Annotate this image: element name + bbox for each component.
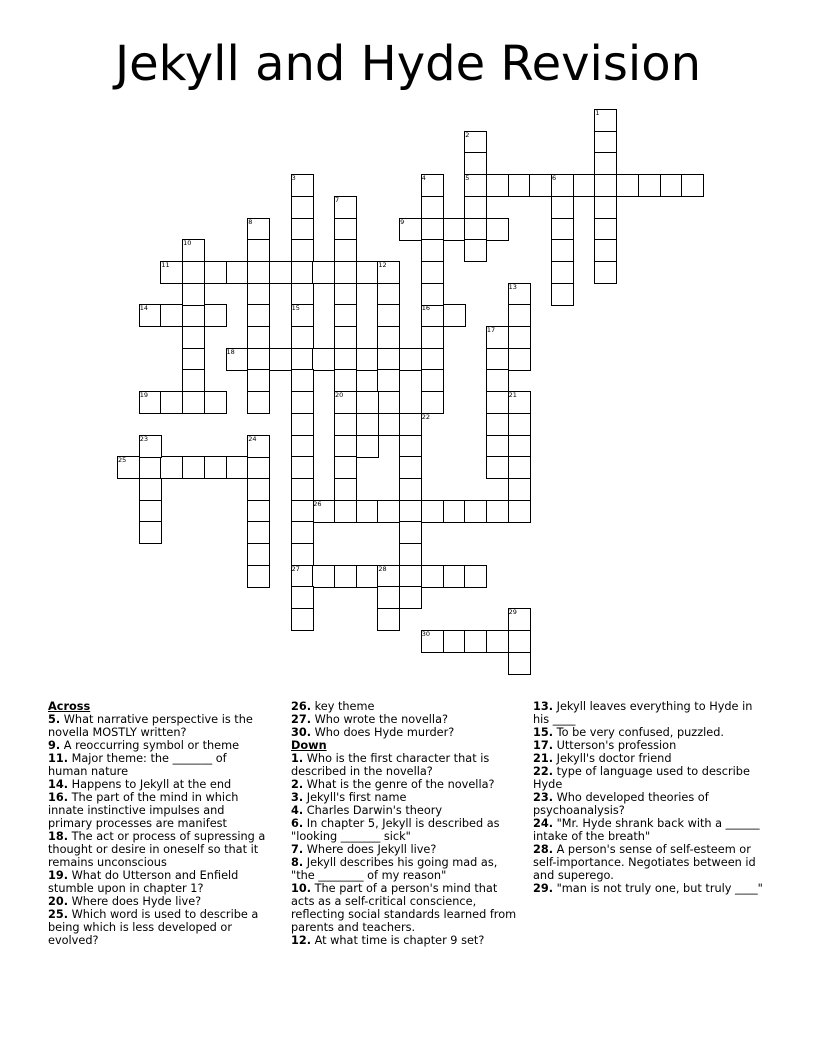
clue-number: 5 [465, 174, 470, 183]
crossword-cell[interactable] [334, 435, 357, 458]
crossword-cell[interactable] [508, 348, 531, 371]
crossword-cell[interactable] [486, 456, 509, 479]
crossword-cell[interactable] [399, 413, 422, 436]
crossword-cell[interactable] [139, 478, 162, 501]
crossword-cell[interactable] [247, 261, 270, 284]
crossword-cell[interactable] [486, 348, 509, 371]
clue-number: 27 [291, 564, 300, 573]
down-clue [533, 726, 765, 739]
crossword-cell[interactable] [334, 369, 357, 392]
crossword-cell[interactable] [269, 261, 292, 284]
down-clue [533, 843, 765, 882]
clue-text: Jekyll leaves everything to Hyde in his ____ [533, 700, 753, 726]
clue-number: 29 [508, 608, 517, 617]
crossword-cell[interactable] [551, 196, 574, 219]
clue-number-label: 6. [291, 817, 304, 830]
crossword-cell[interactable] [551, 261, 574, 284]
crossword-cell[interactable] [421, 348, 444, 371]
clue-number: 18 [226, 347, 235, 356]
crossword-cell[interactable] [334, 304, 357, 327]
clue-number: 11 [161, 260, 170, 269]
across-clue [48, 791, 266, 830]
clue-text: Where does Jekyll live? [303, 843, 437, 856]
crossword-cell[interactable] [291, 391, 314, 414]
crossword-cell[interactable] [551, 239, 574, 262]
crossword-cell[interactable] [334, 239, 357, 262]
across-clue [48, 713, 266, 739]
crossword-cell[interactable] [247, 478, 270, 501]
across-clue [48, 869, 266, 895]
clue-number: 24 [248, 434, 257, 443]
clue-number-label: 8. [291, 856, 304, 869]
clues-column-1 [48, 700, 266, 947]
crossword-cell[interactable] [399, 500, 422, 523]
crossword-cell[interactable] [399, 478, 422, 501]
crossword-cell[interactable] [291, 435, 314, 458]
clue-text: The act or process of supressing a thought or desire in oneself so that it remains unconscious [48, 830, 266, 869]
clue-number-label: 18. [48, 830, 69, 843]
crossword-cell[interactable] [464, 196, 487, 219]
clue-number-label: 3. [291, 791, 304, 804]
crossword-cell[interactable] [443, 500, 466, 523]
clue-number: 7 [335, 195, 340, 204]
crossword-cell[interactable] [356, 348, 379, 371]
crossword-cell[interactable] [204, 261, 227, 284]
clue-number: 9 [400, 217, 405, 226]
clue-text: Which word is used to describe a being which is less developed or evolved? [48, 908, 259, 947]
crossword-cell[interactable] [291, 413, 314, 436]
crossword-cell[interactable] [182, 348, 205, 371]
down-clue [291, 856, 521, 882]
crossword-cell[interactable] [486, 369, 509, 392]
clue-number-label: 1. [291, 752, 304, 765]
crossword-cell[interactable] [204, 456, 227, 479]
clue-number: 10 [183, 239, 192, 248]
crossword-cell[interactable] [291, 348, 314, 371]
crossword-cell[interactable] [247, 304, 270, 327]
down-clue [533, 882, 765, 895]
crossword-cell[interactable] [508, 413, 531, 436]
crossword-cell[interactable] [594, 131, 617, 154]
across-clue [291, 726, 521, 739]
crossword-cell[interactable] [399, 565, 422, 588]
down-clue [291, 778, 521, 791]
crossword-cell[interactable] [182, 261, 205, 284]
crossword-cell[interactable] [247, 500, 270, 523]
clue-number: 14 [139, 304, 148, 313]
down-clue [291, 804, 521, 817]
clue-number: 12 [378, 260, 387, 269]
down-clue [291, 752, 521, 778]
down-clue [533, 700, 765, 726]
clue-text: Who is the first character that is described in the novella? [291, 752, 490, 778]
crossword-cell[interactable] [399, 521, 422, 544]
clue-number: 30 [421, 629, 431, 638]
crossword-cell[interactable] [594, 218, 617, 241]
crossword-cell[interactable] [139, 500, 162, 523]
clue-text: Jekyll describes his going mad as, "the ________ of my reason" [291, 856, 498, 882]
crossword-cell[interactable] [486, 435, 509, 458]
clue-number-label: 22. [533, 765, 554, 778]
clue-number-label: 21. [533, 752, 554, 765]
down-clue [533, 739, 765, 752]
crossword-cell[interactable] [334, 218, 357, 241]
clue-number-label: 7. [291, 843, 304, 856]
clue-number-label: 12. [291, 934, 312, 947]
clue-number-label: 25. [48, 908, 69, 921]
down-clue [291, 791, 521, 804]
crossword-cell[interactable] [334, 261, 357, 284]
crossword-cell[interactable] [182, 391, 205, 414]
crossword-cell[interactable] [182, 304, 205, 327]
crossword-cell[interactable] [399, 435, 422, 458]
crossword-cell[interactable] [334, 348, 357, 371]
crossword-cell[interactable] [356, 565, 379, 588]
clue-text: Charles Darwin's theory [303, 804, 443, 817]
clue-number: 20 [335, 391, 344, 400]
clue-number-label: 28. [533, 843, 554, 856]
crossword-cell[interactable] [291, 326, 314, 349]
clue-text: Where does Hyde live? [68, 895, 202, 908]
crossword-cell[interactable] [334, 478, 357, 501]
clue-number-label: 26. [291, 700, 312, 713]
crossword-cell[interactable] [291, 521, 314, 544]
crossword-cell[interactable] [399, 543, 422, 566]
crossword-cell[interactable] [399, 586, 422, 609]
crossword-cell[interactable] [377, 500, 400, 523]
crossword-cell[interactable] [269, 348, 292, 371]
clue-number: 25 [118, 456, 127, 465]
across-clue [291, 713, 521, 726]
crossword-cell[interactable] [464, 218, 487, 241]
crossword-cell[interactable] [291, 456, 314, 479]
crossword-cell[interactable] [182, 283, 205, 306]
clue-text: To be very confused, puzzled. [553, 726, 725, 739]
clue-text: A reoccurring symbol or theme [60, 739, 240, 752]
crossword-cell[interactable] [508, 652, 531, 675]
crossword-cell[interactable] [594, 261, 617, 284]
crossword-cell[interactable] [573, 174, 596, 197]
crossword-cell[interactable] [291, 261, 314, 284]
crossword-cell[interactable] [551, 218, 574, 241]
clue-number-label: 11. [48, 752, 69, 765]
clue-text: "Mr. Hyde shrank back with a ______ intake of the breath" [533, 817, 760, 843]
crossword-cell[interactable] [464, 630, 487, 653]
crossword-cell[interactable] [204, 391, 227, 414]
down-heading: Down [291, 739, 327, 752]
crossword-cell[interactable] [421, 326, 444, 349]
clue-number: 16 [421, 304, 431, 313]
crossword-cell[interactable] [508, 304, 531, 327]
clue-text: Who wrote the novella? [311, 713, 448, 726]
crossword-cell[interactable] [421, 261, 444, 284]
crossword-cell[interactable] [508, 500, 531, 523]
crossword-cell[interactable] [291, 369, 314, 392]
crossword-cell[interactable] [638, 174, 661, 197]
crossword-cell[interactable] [443, 218, 466, 241]
clue-number: 6 [552, 174, 557, 183]
clue-number-label: 5. [48, 713, 61, 726]
clue-number: 13 [508, 282, 517, 291]
clue-number-label: 16. [48, 791, 69, 804]
crossword-cell[interactable] [443, 304, 466, 327]
clue-number-label: 20. [48, 895, 69, 908]
crossword-cell[interactable] [377, 348, 400, 371]
down-clue [291, 934, 521, 947]
clue-number: 21 [508, 391, 517, 400]
clue-number: 2 [465, 130, 470, 139]
crossword-cell[interactable] [486, 630, 509, 653]
crossword-cell[interactable] [616, 174, 639, 197]
crossword-cell[interactable] [594, 174, 617, 197]
crossword-cell[interactable] [421, 218, 444, 241]
crossword-cell[interactable] [291, 239, 314, 262]
crossword-cell[interactable] [247, 456, 270, 479]
clue-number-label: 17. [533, 739, 554, 752]
crossword-cell[interactable] [508, 456, 531, 479]
clue-text: Happens to Jekyll at the end [68, 778, 232, 791]
crossword-cell[interactable] [421, 500, 444, 523]
crossword-cell[interactable] [486, 500, 509, 523]
clue-number-label: 4. [291, 804, 304, 817]
down-clue [291, 882, 521, 934]
clues-column-3 [533, 700, 765, 895]
clue-number-label: 10. [291, 882, 312, 895]
clue-text: In chapter 5, Jekyll is described as "looking _______ sick" [291, 817, 500, 843]
across-clue [48, 739, 266, 752]
crossword-cell[interactable] [182, 456, 205, 479]
crossword-cell[interactable] [464, 152, 487, 175]
crossword-cell[interactable] [334, 456, 357, 479]
down-clue [533, 752, 765, 765]
crossword-cell[interactable] [508, 326, 531, 349]
crossword-cell[interactable] [377, 369, 400, 392]
clue-number: 23 [139, 434, 148, 443]
clue-number: 8 [248, 217, 253, 226]
crossword-cell[interactable] [508, 478, 531, 501]
clue-text: The part of the mind in which innate instinctive impulses and primary processes are manifest [48, 791, 239, 830]
crossword-cell[interactable] [443, 565, 466, 588]
down-clue [533, 765, 765, 791]
crossword-cell[interactable] [377, 586, 400, 609]
down-clue [533, 791, 765, 817]
crossword-cell[interactable] [160, 456, 183, 479]
crossword-cell[interactable] [464, 500, 487, 523]
crossword-cell[interactable] [486, 391, 509, 414]
crossword-cell[interactable] [377, 391, 400, 414]
crossword-cell[interactable] [377, 304, 400, 327]
down-clue [291, 843, 521, 856]
crossword-cell[interactable] [508, 174, 531, 197]
clue-number: 19 [139, 391, 148, 400]
crossword-cell[interactable] [356, 391, 379, 414]
clue-number-label: 27. [291, 713, 312, 726]
across-heading: Across [48, 700, 91, 713]
crossword-cell[interactable] [334, 565, 357, 588]
crossword-cell[interactable] [139, 456, 162, 479]
across-clue [48, 830, 266, 869]
crossword-cell[interactable] [291, 586, 314, 609]
crossword-cell[interactable] [464, 239, 487, 262]
crossword-cell[interactable] [421, 565, 444, 588]
crossword-cell[interactable] [377, 413, 400, 436]
crossword-cell[interactable] [486, 413, 509, 436]
crossword-cell[interactable] [334, 283, 357, 306]
clue-number: 17 [486, 326, 496, 334]
clue-text: Jekyll's first name [303, 791, 407, 804]
crossword-cell[interactable] [508, 630, 531, 653]
crossword-cell[interactable] [421, 391, 444, 414]
crossword-cell[interactable] [204, 304, 227, 327]
crossword-cell[interactable] [594, 152, 617, 175]
clue-text: key theme [311, 700, 375, 713]
clue-number-label: 19. [48, 869, 69, 882]
clue-number: 26 [313, 499, 322, 508]
crossword-cell[interactable] [377, 326, 400, 349]
crossword-cell[interactable] [508, 435, 531, 458]
crossword-cell[interactable] [247, 565, 270, 588]
across-clue [48, 895, 266, 908]
across-clue [48, 778, 266, 791]
crossword-cell[interactable] [139, 521, 162, 544]
crossword-cell[interactable] [421, 196, 444, 219]
crossword-cell[interactable] [377, 283, 400, 306]
clue-number-label: 30. [291, 726, 312, 739]
clue-number: 3 [291, 174, 296, 183]
crossword-cell[interactable] [247, 391, 270, 414]
crossword-cell[interactable] [464, 565, 487, 588]
crossword-cell[interactable] [247, 348, 270, 371]
crossword-cell[interactable] [421, 239, 444, 262]
across-clue [48, 752, 266, 778]
crossword-cell[interactable] [247, 326, 270, 349]
crossword-cell[interactable] [356, 435, 379, 458]
across-clue [48, 908, 266, 947]
clue-number-label: 29. [533, 882, 554, 895]
clue-number: 22 [421, 412, 431, 421]
crossword-cell[interactable] [312, 348, 335, 371]
crossword-cell[interactable] [334, 413, 357, 436]
crossword-cell[interactable] [486, 174, 509, 197]
crossword-cell[interactable] [291, 218, 314, 241]
clue-text: What is the genre of the novella? [303, 778, 495, 791]
clue-text: At what time is chapter 9 set? [311, 934, 485, 947]
crossword-cell[interactable] [660, 174, 683, 197]
clues-column-2 [291, 700, 521, 947]
crossword-cell[interactable] [334, 500, 357, 523]
crossword-cell[interactable] [421, 369, 444, 392]
clue-text: The part of a person's mind that acts as a self-critical conscience, reflecting social standards learned from parents and teachers. [291, 882, 517, 934]
clue-number-label: 2. [291, 778, 304, 791]
clue-number-label: 14. [48, 778, 69, 791]
crossword-cell[interactable] [247, 543, 270, 566]
clue-number: 15 [291, 304, 300, 313]
crossword-cell[interactable] [334, 326, 357, 349]
crossword-cell[interactable] [291, 283, 314, 306]
crossword-cell[interactable] [247, 283, 270, 306]
down-clue [291, 817, 521, 843]
clue-text: Who does Hyde murder? [311, 726, 455, 739]
clue-text: Who developed theories of psychoanalysis? [533, 791, 709, 817]
crossword-cell[interactable] [356, 413, 379, 436]
clue-text: Jekyll's doctor friend [553, 752, 672, 765]
crossword-cell[interactable] [529, 174, 552, 197]
crossword-cell[interactable] [312, 565, 335, 588]
clue-text: A person's sense of self-esteem or self-importance. Negotiates between id and superego. [533, 843, 756, 882]
crossword-cell[interactable] [551, 283, 574, 306]
clue-text: What do Utterson and Enfield stumble upon in chapter 1? [48, 869, 239, 895]
crossword-cell[interactable] [160, 304, 183, 327]
clue-number-label: 15. [533, 726, 554, 739]
crossword-cell[interactable] [399, 456, 422, 479]
crossword-cell[interactable] [399, 348, 422, 371]
clue-number: 28 [378, 564, 387, 573]
crossword-cell[interactable] [182, 326, 205, 349]
clue-number: 4 [421, 174, 426, 183]
clue-number-label: 9. [48, 739, 61, 752]
crossword-cell[interactable] [247, 521, 270, 544]
crossword-cell[interactable] [160, 391, 183, 414]
clue-text: What narrative perspective is the novella MOSTLY written? [48, 713, 253, 739]
crossword-cell[interactable] [226, 456, 249, 479]
crossword-cell[interactable] [291, 478, 314, 501]
across-clue [291, 700, 521, 713]
clue-number-label: 23. [533, 791, 554, 804]
clue-text: type of language used to describe Hyde [533, 765, 750, 791]
crossword-cell[interactable] [443, 630, 466, 653]
crossword-cell[interactable] [421, 283, 444, 306]
crossword-cell[interactable] [594, 239, 617, 262]
crossword-cell[interactable] [247, 239, 270, 262]
crossword-cell[interactable] [312, 261, 335, 284]
clue-text: Major theme: the _______ of human nature [48, 752, 227, 778]
clue-text: "man is not truly one, but truly ____" [553, 882, 763, 895]
crossword-cell[interactable] [594, 196, 617, 219]
crossword-cell[interactable] [291, 500, 314, 523]
crossword-cell[interactable] [377, 608, 400, 631]
clue-number-label: 13. [533, 700, 554, 713]
crossword-cell[interactable] [291, 608, 314, 631]
down-clue [533, 817, 765, 843]
clue-text: Utterson's profession [553, 739, 677, 752]
crossword-cell[interactable] [291, 196, 314, 219]
crossword-cell[interactable] [291, 543, 314, 566]
page-title: Jekyll and Hyde Revision [114, 36, 702, 92]
crossword-cell[interactable] [182, 369, 205, 392]
crossword-cell[interactable] [486, 218, 509, 241]
crossword-cell[interactable] [226, 261, 249, 284]
clue-number-label: 24. [533, 817, 554, 830]
crossword-cell[interactable] [356, 500, 379, 523]
clue-number: 1 [595, 109, 600, 117]
crossword-cell[interactable] [681, 174, 704, 197]
crossword-cell[interactable] [247, 369, 270, 392]
crossword-cell[interactable] [356, 261, 379, 284]
